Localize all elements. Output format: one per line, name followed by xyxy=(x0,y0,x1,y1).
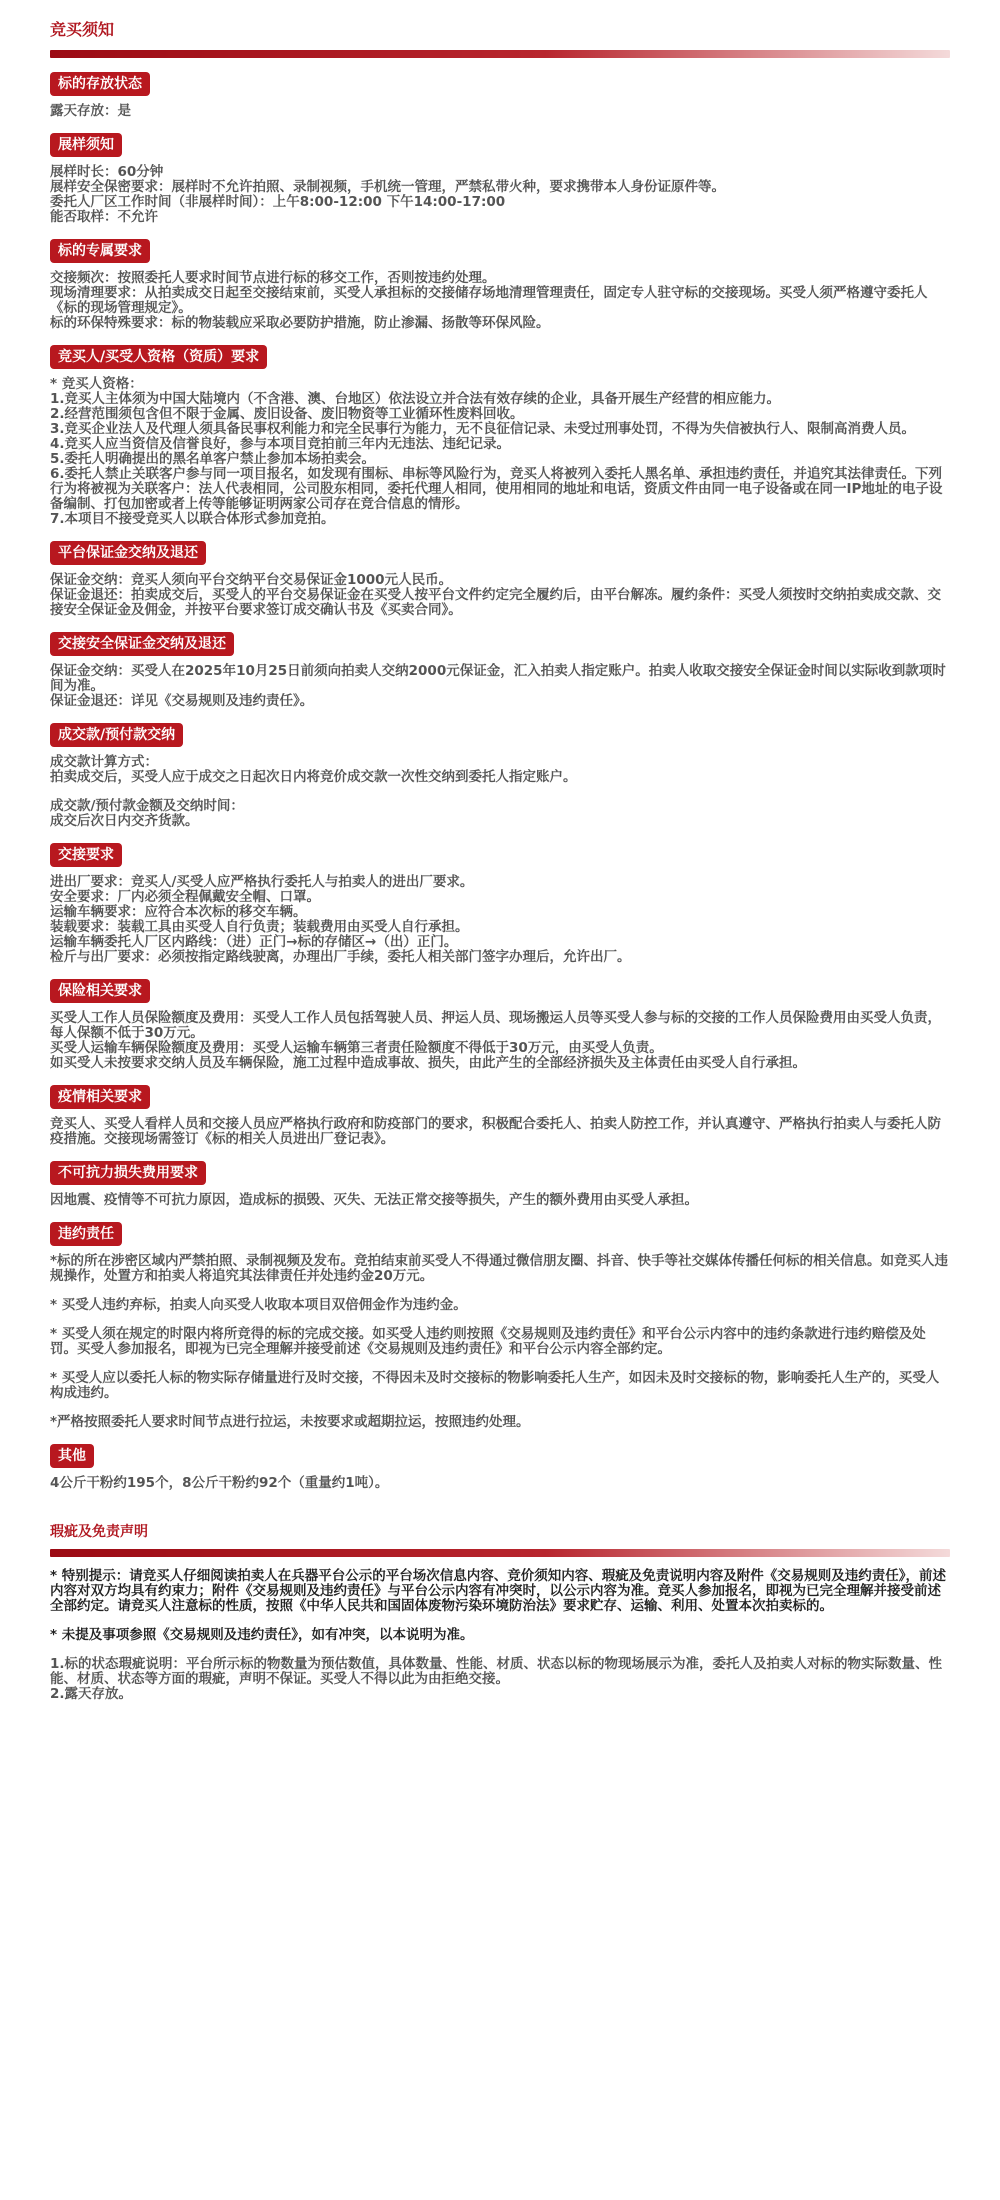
section-paragraph: 保证金交纳：买受人在2025年10月25日前须向拍卖人交纳2000元保证金，汇入拍卖人指定账户。拍卖人收取交接安全保证金时间以实际收到款项时间为准。 xyxy=(50,663,946,694)
disclaimer-header xyxy=(50,1523,950,1557)
section-paragraph: * 买受人须在规定的时限内将所竞得的标的完成交接。如买受人违约则按照《交易规则及违约责任》和平台公示内容中的违约条款进行违约赔偿及处罚。买受人参加报名，即视为已完全理解并接受前述《交易规则及违约责任》和平台公示内容全部约定。 xyxy=(50,1326,926,1357)
section-paragraph: 如买受人未按要求交纳人员及车辆保险，施工过程中造成事故、损失，由此产生的全部经济损失及主体责任由买受人自行承担。 xyxy=(50,1055,806,1071)
section-paragraph: 成交款计算方式： xyxy=(50,754,158,770)
section-body xyxy=(50,271,950,331)
disclaimer-body xyxy=(50,1569,950,1702)
section-title-badge: 竞买人/买受人资格（资质）要求 xyxy=(50,345,267,369)
section-paragraph: 6.委托人禁止关联客户参与同一项目报名，如发现有围标、串标等风险行为，竞买人将被列入委托人黑名单、承担违约责任，并追究其法律责任。下列行为将被视为关联客户：法人代表相同，公司股东相同，委托代理人相同，使用相同的地址和电话，资质文件由同一电子设备或在同一IP地址的电子设备编制、打包加密或者上传等能够证明两家公司存在竞合信息的情形。 xyxy=(50,466,943,512)
section-paragraph: 进出厂要求：竞买人/买受人应严格执行委托人与拍卖人的进出厂要求。 xyxy=(50,874,474,890)
section-paragraph: 买受人运输车辆保险额度及费用：买受人运输车辆第三者责任险额度不得低于30万元，由买受人负责。 xyxy=(50,1040,663,1056)
section-paragraph: 7.本项目不接受竞买人以联合体形式参加竞拍。 xyxy=(50,511,335,527)
section-paragraph: 4.竞买人应当资信及信誉良好，参与本项目竞拍前三年内无违法、违纪记录。 xyxy=(50,436,511,452)
section-paragraph: 成交款/预付款金额及交纳时间： xyxy=(50,798,244,814)
section-title-badge: 交接安全保证金交纳及退还 xyxy=(50,632,234,656)
section-title-badge: 不可抗力损失费用要求 xyxy=(50,1161,206,1185)
section-paragraph: 标的环保特殊要求：标的物装载应采取必要防护措施，防止渗漏、扬散等环保风险。 xyxy=(50,315,550,331)
section-body xyxy=(50,1011,950,1071)
section-paragraph: 3.竞买企业法人及代理人须具备民事权利能力和完全民事行为能力，无不良征信记录、未受过刑事处罚，不得为失信被执行人、限制高消费人员。 xyxy=(50,421,916,437)
section-paragraph: 展样安全保密要求：展样时不允许拍照、录制视频，手机统一管理，严禁私带火种，要求携带本人身份证原件等。 xyxy=(50,179,725,195)
section-title-badge: 违约责任 xyxy=(50,1222,122,1246)
main-header xyxy=(50,0,950,58)
section-body xyxy=(50,1254,950,1430)
section-body xyxy=(50,1476,950,1491)
section-paragraph: 成交后次日内交齐货款。 xyxy=(50,813,199,829)
section-title-badge: 平台保证金交纳及退还 xyxy=(50,541,206,565)
section xyxy=(50,843,950,965)
section-paragraph: 竞买人、买受人看样人员和交接人员应严格执行政府和防疫部门的要求，积极配合委托人、拍卖人防控工作，并认真遵守、严格执行拍卖人与委托人防疫措施。交接现场需签订《标的相关人员进出厂登记表》。 xyxy=(50,1116,941,1147)
section-paragraph: 保证金退还：拍卖成交后，买受人的平台交易保证金在买受人按平台文件约定完全履约后，由平台解冻。履约条件：买受人须按时交纳拍卖成交款、交接安全保证金及佣金，并按平台要求签订成交确认书及《买卖合同》。 xyxy=(50,587,941,618)
section-paragraph: * 买受人违约弃标，拍卖人向买受人收取本项目双倍佣金作为违约金。 xyxy=(50,1297,467,1313)
section-body xyxy=(50,875,950,965)
section xyxy=(50,541,950,618)
disclaimer-paragraph: * 特别提示：请竞买人仔细阅读拍卖人在兵器平台公示的平台场次信息内容、竞价须知内容、瑕疵及免责说明内容及附件《交易规则及违约责任》，前述内容对双方均具有约束力；附件《交易规则及违约责任》与平台公示内容有冲突时，以公示内容为准。竞买人参加报名，即视为已完全理解并接受前述全部约定。请竞买人注意标的性质，按照《中华人民共和国固体废物污染环境防治法》要求贮存、运输、利用、处置本次拍卖标的。 xyxy=(50,1568,947,1614)
page-title: 竞买须知 xyxy=(50,20,115,39)
section-paragraph: 保证金交纳：竞买人须向平台交纳平台交易保证金1000元人民币。 xyxy=(50,572,453,588)
section-paragraph: 运输车辆委托人厂区内路线：（进）正门→标的存储区→（出）正门。 xyxy=(50,934,458,950)
section xyxy=(50,632,950,709)
sections-container xyxy=(50,72,950,1491)
section-title-badge: 其他 xyxy=(50,1444,94,1468)
section-paragraph: 检斤与出厂要求：必须按指定路线驶离，办理出厂手续，委托人相关部门签字办理后，允许出厂。 xyxy=(50,949,631,965)
section-paragraph: 委托人厂区工作时间（非展样时间）：上午8:00-12:00 下午14:00-17:00 xyxy=(50,194,506,210)
section-paragraph: 拍卖成交后，买受人应于成交之日起次日内将竞价成交款一次性交纳到委托人指定账户。 xyxy=(50,769,577,785)
section xyxy=(50,1444,950,1491)
section-paragraph: *严格按照委托人要求时间节点进行拉运，未按要求或超期拉运，按照违约处理。 xyxy=(50,1414,530,1430)
section-paragraph: 保证金退还：详见《交易规则及违约责任》。 xyxy=(50,693,314,709)
section-title-badge: 标的专属要求 xyxy=(50,239,150,263)
section xyxy=(50,1161,950,1208)
section-title-badge: 疫情相关要求 xyxy=(50,1085,150,1109)
disclaimer-paragraph: 1.标的状态瑕疵说明：平台所示标的物数量为预估数值，具体数量、性能、材质、状态以标的物现场展示为准，委托人及拍卖人对标的物实际数量、性能、材质、状态等方面的瑕疵，声明不保证。买受人不得以此为由拒绝交接。 xyxy=(50,1656,943,1687)
section-paragraph: 装载要求：装载工具由买受人自行负责；装载费用由买受人自行承担。 xyxy=(50,919,469,935)
disclaimer-paragraph: * 未提及事项参照《交易规则及违约责任》，如有冲突，以本说明为准。 xyxy=(50,1627,474,1643)
section-body xyxy=(50,755,950,829)
disclaimer-paragraph: 2.露天存放。 xyxy=(50,1686,133,1702)
section xyxy=(50,1085,950,1147)
section-title-badge: 标的存放状态 xyxy=(50,72,150,96)
section-paragraph: 2.经营范围须包含但不限于金属、废旧设备、废旧物资等工业循环性废料回收。 xyxy=(50,406,524,422)
section-paragraph: 买受人工作人员保险额度及费用：买受人工作人员包括驾驶人员、押运人员、现场搬运人员等买受人参与标的交接的工作人员保险费用由买受人负责，每人保额不低于30万元。 xyxy=(50,1010,941,1041)
section xyxy=(50,72,950,119)
section xyxy=(50,133,950,225)
section-body xyxy=(50,1193,950,1208)
section xyxy=(50,239,950,331)
section xyxy=(50,723,950,829)
section-body xyxy=(50,1117,950,1147)
section-paragraph: 安全要求：厂内必须全程佩戴安全帽、口罩。 xyxy=(50,889,320,905)
section xyxy=(50,979,950,1071)
section-body xyxy=(50,165,950,225)
disclaimer-title: 瑕疵及免责声明 xyxy=(50,1524,148,1540)
section-title-badge: 展样须知 xyxy=(50,133,122,157)
section xyxy=(50,1222,950,1430)
section-paragraph: * 竞买人资格： xyxy=(50,376,143,392)
section-paragraph: 1.竞买人主体须为中国大陆境内（不含港、澳、台地区）依法设立并合法有效存续的企业，具备开展生产经营的相应能力。 xyxy=(50,391,781,407)
section-paragraph: *标的所在涉密区域内严禁拍照、录制视频及发布。竞拍结束前买受人不得通过微信朋友圈、抖音、快手等社交媒体传播任何标的相关信息。如竞买人违规操作，处置方和拍卖人将追究其法律责任并处违约金20万元。 xyxy=(50,1253,949,1284)
section-body xyxy=(50,573,950,618)
section-paragraph: 交接频次：按照委托人要求时间节点进行标的移交工作，否则按违约处理。 xyxy=(50,270,496,286)
section-paragraph: * 买受人应以委托人标的物实际存储量进行及时交接，不得因未及时交接标的物影响委托人生产，如因未及时交接标的物，影响委托人生产的，买受人构成违约。 xyxy=(50,1370,940,1401)
section-body xyxy=(50,664,950,709)
section-paragraph: 因地震、疫情等不可抗力原因，造成标的损毁、灭失、无法正常交接等损失，产生的额外费用由买受人承担。 xyxy=(50,1192,698,1208)
section-paragraph: 现场清理要求：从拍卖成交日起至交接结束前，买受人承担标的交接储存场地清理管理责任，固定专人驻守标的交接现场。买受人须严格遵守委托人《标的现场管理规定》。 xyxy=(50,285,928,316)
disclaimer-divider-bar xyxy=(50,1549,950,1557)
section-paragraph: 运输车辆要求：应符合本次标的移交车辆。 xyxy=(50,904,307,920)
title-divider-bar xyxy=(50,50,950,58)
section-body xyxy=(50,104,950,119)
section-paragraph: 4公斤干粉约195个，8公斤干粉约92个（重量约1吨）。 xyxy=(50,1475,389,1491)
section-paragraph: 露天存放：是 xyxy=(50,103,131,119)
section-title-badge: 成交款/预付款交纳 xyxy=(50,723,183,747)
section xyxy=(50,345,950,527)
section-paragraph: 5.委托人明确提出的黑名单客户禁止参加本场拍卖会。 xyxy=(50,451,376,467)
section-paragraph: 能否取样：不允许 xyxy=(50,209,158,225)
section-body xyxy=(50,377,950,527)
section-title-badge: 保险相关要求 xyxy=(50,979,150,1003)
section-paragraph: 展样时长：60分钟 xyxy=(50,164,164,180)
section-title-badge: 交接要求 xyxy=(50,843,122,867)
